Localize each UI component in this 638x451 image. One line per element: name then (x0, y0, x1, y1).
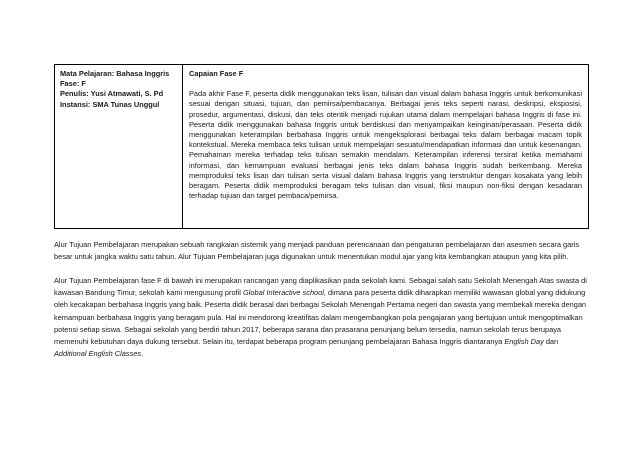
additional-classes-term: Additional English Classes (54, 349, 142, 359)
school-paragraph-text-4: . (141, 349, 144, 359)
english-day-term: English Day (504, 337, 544, 347)
school-paragraph-text-3: dan (543, 337, 559, 347)
outcome-title: Capaian Fase F (189, 69, 244, 78)
phase-label: Fase: F (60, 79, 86, 89)
school-profile-term: Global Interactive school (242, 288, 324, 298)
institution-label: Instansi: SMA Tunas Unggul (60, 99, 160, 109)
metadata-cell (55, 65, 183, 228)
school-paragraph-text-2: , dimana para peserta didik diharapkan memiliki wawasan global yang didukung oleh kecakapan berbahasa Inggris yang baik. Peserta didik berasal dari berbagai Sekolah Menengah Pertama negeri dan swasta yang membekali mereka dengan kemampuan berbahasa Inggris yang beragam pula. Hal ini mendorong kreatifitas dalam mengembangkan pola pengajaran yang bertujuan untuk mengoptimalkan potensi setiap siswa. Sebagai sekolah yang berdiri tahun 2017, beberapa sarana dan prasarana penunjang belum tersedia, namun sekolah terus berupaya memenuhi kebutuhan daya dukung tersebut. Selain itu, terdapat beberapa program penunjang pembelajaran Bahasa Inggris diantaranya (54, 288, 587, 347)
outcome-cell (183, 65, 588, 228)
author-label: Penulis: Yusi Atmawati, S. Pd (60, 89, 164, 99)
intro-paragraph: Alur Tujuan Pembelajaran merupakan sebuah rangkaian sistemik yang menjadi panduan perencanaan dan pengaturan pembelajaran dan asesmen secara garis besar untuk jangka waktu satu tahun. Alur Tujuan Pembelajaran juga digunakan untuk menentukan modul ajar yang kita kembangkan ataupun yang kita pilih. (54, 240, 580, 262)
subject-label: Mata Pelajaran: Bahasa Inggris (60, 69, 170, 78)
info-table (54, 64, 589, 229)
school-paragraph (54, 275, 589, 360)
outcome-text: Pada akhir Fase F, peserta didik menggunakan teks lisan, tulisan dan visual dalam bahasa Inggris untuk berkomunikasi sesuai dengan situasi, tujuan, dan pemirsa/pembacanya. Berbagai jenis teks seperti narasi, deskripsi, eksposisi, prosedur, argumentasi, diskusi, dan teks otentik menjadi rujukan utama dalam mempelajari bahasa Inggris di fase ini. Peserta didik menggunakan bahasa Inggris untuk berdiskusi dan menyampaikan keinginan/perasaan. Peserta didik menggunakan keterampilan berbahasa Inggris untuk mengeksplorasi berbagai teks dalam berbagai macam topik kontekstual. Mereka membaca teks tulisan untuk mempelajari sesuatu/mendapatkan informasi dan untuk kesenangan. Pemahaman mereka terhadap teks tulisan semakin mendalam. Keterampilan inferensi tersirat ketika memahami informasi, dan kemampuan evaluasi berbagai jenis teks dalam bahasa Inggris sudah berkembang. Mereka memproduksi teks lisan dan tulisan serta visual dalam bahasa Inggris yang terstruktur dengan kosakata yang lebih beragam. Peserta didik memproduksi beragam teks tulisan dan visual, fiksi maupun non-fiksi dengan kesadaran terhadap tujuan dan target pembaca/pemirsa. (189, 89, 582, 201)
school-paragraph-text-1: Alur Tujuan Pembelajaran fase F di bawah ini merupakan rancangan yang diaplikasikan pada sekolah kami. Sebagai salah satu Sekolah Menengah Atas swasta di kawasan Bandung Timur, sekolah kami mengusung profil (54, 276, 587, 298)
